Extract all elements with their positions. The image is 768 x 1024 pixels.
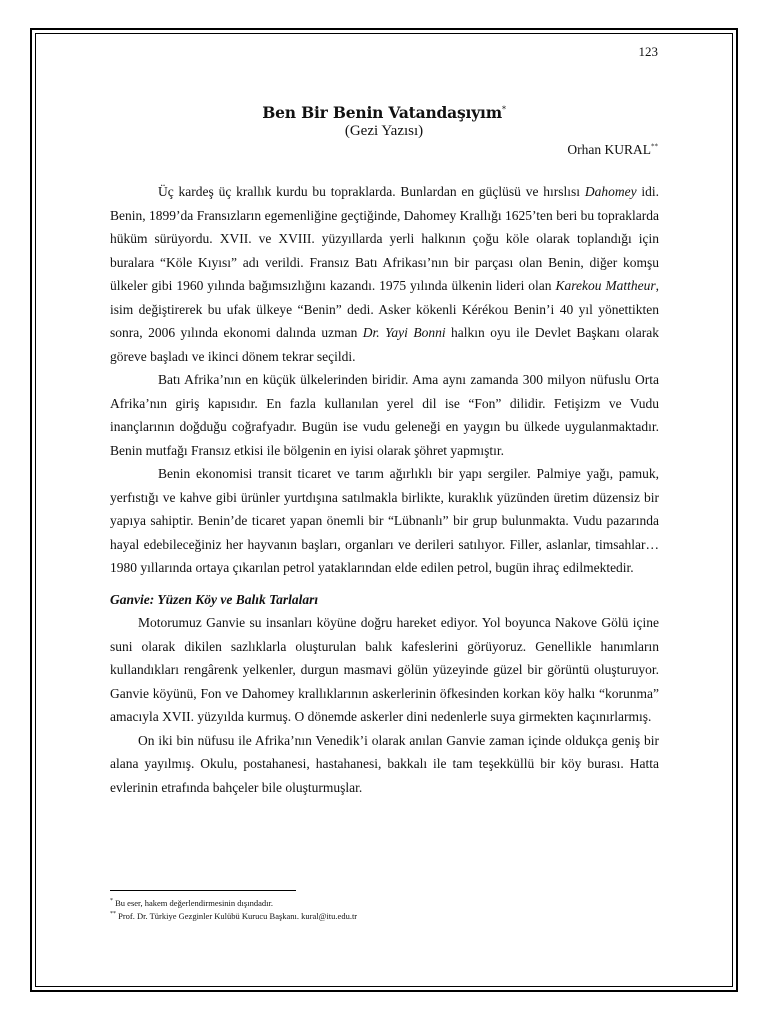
footnote-1-text: Bu eser, hakem değerlendirmesinin dışındadır. (113, 897, 273, 908)
author-name: Orhan KURAL (567, 142, 651, 157)
article-body (110, 180, 659, 799)
footnote-2-text: Prof. Dr. Türkiye Gezginler Kulübü Kurucu Başkanı. kural@itu.edu.tr (116, 910, 358, 921)
paragraph-1-italic-dahomey: Dahomey (584, 184, 637, 199)
paragraph-1-text-d: halkın oyu ile Devlet Başkanı olarak göreve başladı ve ikinci dönem tekrar seçildi. (110, 325, 660, 364)
footnote-2-mark: ** (110, 910, 116, 917)
paragraph-3: Benin ekonomisi transit ticaret ve tarım ağırlıklı bir yapı sergiler. Palmiye yağı, pamuk, yerfıstığı ve kahve gibi ürünler yurtdışına satılmakla birlikte, kuraklık yüzünden üretim düzensiz bir yapıya sahiptir. Benin’de ticaret yapan önemli bir “Lübnanlı” bir grup bulunmakta. Vudu pazarında hayal edebileceğiniz her hayvanın başları, organları ve derileri satılıyor. Filler, aslanlar, timsahlar… 1980 yıllarında ortaya çıkarılan petrol yataklarından elde edilen petrol, bugün ihraç edilmektedir. (110, 466, 659, 575)
paragraph-2: Batı Afrika’nın en küçük ülkelerinden biridir. Ama aynı zamanda 300 milyon nüfuslu Orta Afrika’nın giriş kapısıdır. En fazla kullanılan yerel dil ise “Fon” dilidir. Fetişizm ve Vudu inançlarının doğduğu coğrafyadır. Bugün ise vudu geleneği en yaygın bu ülkede uygulanmaktadır. Benin mutfağı Fransız etkisi ile bölgenin en iyisi olarak şöhret yapmıştır. (110, 372, 659, 458)
section-heading: Ganvie: Yüzen Köy ve Balık Tarlaları (110, 591, 319, 607)
footnote-divider (110, 890, 296, 891)
author-line (567, 142, 658, 158)
footnotes (110, 896, 357, 922)
title-block (0, 103, 768, 140)
footnote-1-mark: * (110, 898, 113, 904)
paragraph-4: Motorumuz Ganvie su insanları köyüne doğru hareket ediyor. Yol boyunca Nakove Gölü içine suni olarak dikilen sazlıklarla oluşturulan balık kafeslerini görüyoruz. Genellikle hanımların kullandıkları rengârenk yelkenler, durgun masmavi gölün yüzeyinde güzel bir görüntü oluşturuyor. Ganvie köyünü, Fon ve Dahomey krallıklarının askerlerinin öfkesinden korkan köy halkı “korunma” amacıyla XVII. yüzyılda kurmuş. O dönemde askerler dini nedenlerle suya girmekten kaçınırlarmış. (110, 615, 659, 724)
paragraph-1-italic-karekou: Karekou Mattheur (555, 278, 656, 293)
article-title-text: Ben Bir Benin Vatandaşıyım (262, 103, 502, 122)
article-subtitle: (Gezi Yazısı) (344, 123, 424, 139)
article-title (0, 103, 768, 122)
author-footnote-mark: ** (651, 142, 658, 151)
title-footnote-mark: * (501, 104, 506, 114)
footnote-1 (110, 896, 357, 909)
paragraph-1-text-b: idi. Benin, 1899’da Fransızların egemenliğine geçtiğinde, Dahomey Krallığı 1625’ten beri bu topraklarda hüküm sürüyordu. XVII. ve XVIII. yüzyıllarda yerli halkının çoğu köle olarak toplandığı için buralara “Köle Kıyısı” adı verildi. Fransız Batı Afrikası’nın bir parçası olan Benin, diğer komşu ülkeler gibi 1960 yılında bağımsızlığını kazandı. 1975 yılında ülkenin lideri olan (110, 184, 659, 293)
paragraph-1 (110, 180, 659, 368)
paragraph-5: On iki bin nüfusu ile Afrika’nın Venedik’i olarak anılan Ganvie zaman içinde oldukça geniş bir alana yayılmış. Okulu, postahanesi, hastahanesi, bakkalı ile tam teşekküllü bir köy burası. Hatta evlerinin etrafında bahçeler bile oluşturmuşlar. (110, 732, 659, 795)
paragraph-1-text-a: Üç kardeş üç krallık kurdu bu topraklarda. Bunlardan en güçlüsü ve hırslısı (158, 184, 585, 199)
page-number: 123 (638, 44, 658, 59)
footnote-2 (110, 909, 357, 922)
paragraph-1-italic-bonni: Dr. Yayi Bonni (362, 325, 446, 340)
paragraph-1-text-c: , isim değiştirerek bu ufak ülkeye “Benin” dedi. Asker kökenli Kérékou Benin’i 40 yıl yönettikten sonra, 2006 yılında ekonomi dalında uzman (110, 278, 660, 340)
